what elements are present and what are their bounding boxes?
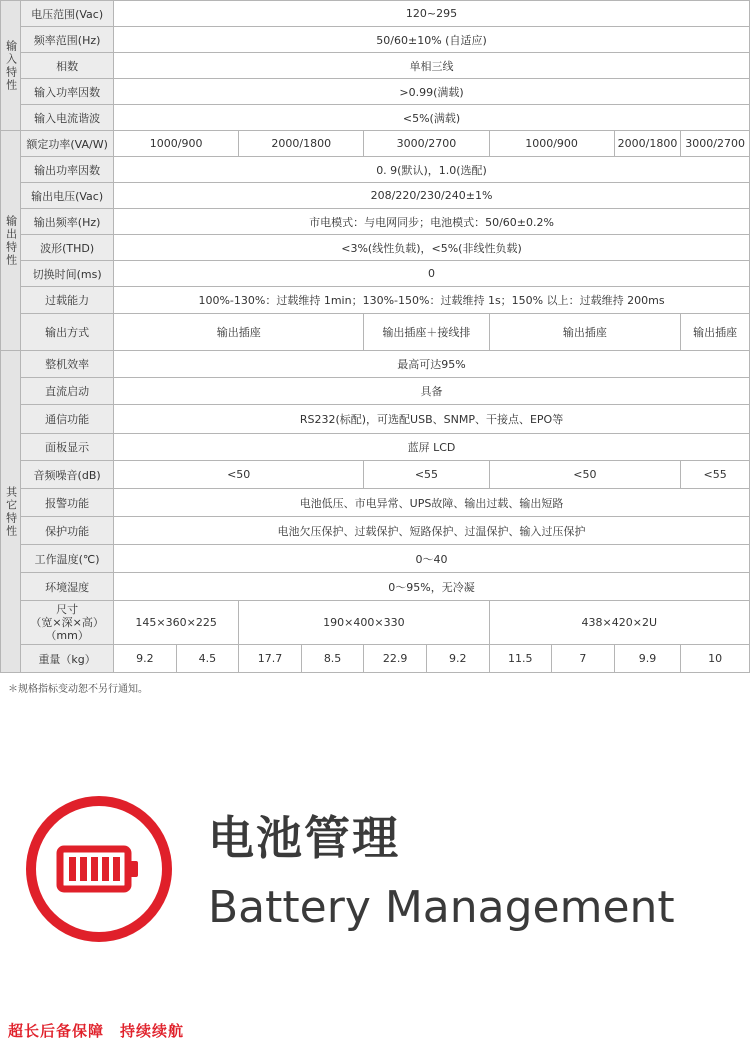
disclaimer-note: ＊规格指标变动恕不另行通知。 bbox=[8, 684, 148, 695]
cell-value: 208/220/230/240±1% bbox=[114, 183, 750, 209]
row-label: 过载能力 bbox=[21, 287, 114, 314]
row-label: 切换时间(ms) bbox=[21, 261, 114, 287]
cell-value: 9.2 bbox=[114, 645, 177, 673]
cell-value: 0～95%，无冷凝 bbox=[114, 573, 750, 601]
row-freq-range bbox=[1, 27, 750, 53]
section-title-en: Battery Management bbox=[208, 882, 675, 933]
row-label: 输入功率因数 bbox=[21, 79, 114, 105]
cell-value: 1000/900 bbox=[489, 131, 614, 157]
cell-value: 7 bbox=[552, 645, 615, 673]
row-output-mode bbox=[1, 314, 750, 351]
row-label: 重量（kg） bbox=[21, 645, 114, 673]
row-label: 音频噪音(dB) bbox=[21, 461, 114, 489]
row-label: 波形(THD) bbox=[21, 235, 114, 261]
cell-value: 3000/2700 bbox=[364, 131, 489, 157]
row-alarm bbox=[1, 489, 750, 517]
cell-value: 22.9 bbox=[364, 645, 427, 673]
row-rated-power bbox=[1, 131, 750, 157]
row-label: 输出方式 bbox=[21, 314, 114, 351]
row-label: 频率范围(Hz) bbox=[21, 27, 114, 53]
cell-value: 4.5 bbox=[176, 645, 239, 673]
row-dimensions bbox=[1, 601, 750, 645]
row-phase bbox=[1, 53, 750, 79]
cell-value: <55 bbox=[681, 461, 750, 489]
cell-value: 1000/900 bbox=[114, 131, 239, 157]
cell-value: 11.5 bbox=[489, 645, 552, 673]
row-efficiency bbox=[1, 351, 750, 378]
cell-value: 2000/1800 bbox=[239, 131, 364, 157]
row-label: 通信功能 bbox=[21, 405, 114, 434]
row-panel bbox=[1, 434, 750, 461]
cell-value: 2000/1800 bbox=[614, 131, 681, 157]
category-output: 输出特性 bbox=[1, 131, 21, 351]
row-output-freq bbox=[1, 209, 750, 235]
row-label: 环境湿度 bbox=[21, 573, 114, 601]
row-label: 直流启动 bbox=[21, 378, 114, 405]
row-output-pf bbox=[1, 157, 750, 183]
row-voltage-range bbox=[1, 1, 750, 27]
row-op-temp bbox=[1, 545, 750, 573]
category-input: 输入特性 bbox=[1, 1, 21, 131]
cell-value: 438×420×2U bbox=[489, 601, 749, 645]
row-noise bbox=[1, 461, 750, 489]
cell-value: 0. 9(默认)，1.0(选配) bbox=[114, 157, 750, 183]
row-label: 保护功能 bbox=[21, 517, 114, 545]
cell-value: 145×360×225 bbox=[114, 601, 239, 645]
row-comm bbox=[1, 405, 750, 434]
row-label: 工作温度(℃) bbox=[21, 545, 114, 573]
cell-value: 单相三线 bbox=[114, 53, 750, 79]
cell-value: 0～40 bbox=[114, 545, 750, 573]
cell-value: 100%-130%：过载维持 1min；130%-150%：过载维持 1s；150% 以上：过载维持 200ms bbox=[114, 287, 750, 314]
cell-value: <50 bbox=[114, 461, 364, 489]
row-label: 整机效率 bbox=[21, 351, 114, 378]
row-label: 电压范围(Vac) bbox=[21, 1, 114, 27]
cell-value: 最高可达95% bbox=[114, 351, 750, 378]
cell-value: <50 bbox=[489, 461, 681, 489]
battery-logo-icon bbox=[24, 794, 174, 944]
row-overload bbox=[1, 287, 750, 314]
cell-value: 具备 bbox=[114, 378, 750, 405]
row-output-voltage bbox=[1, 183, 750, 209]
cell-value: 输出插座 bbox=[114, 314, 364, 351]
row-label: 额定功率(VA/W) bbox=[21, 131, 114, 157]
row-weight bbox=[1, 645, 750, 673]
cell-value: 市电模式：与电网同步；电池模式：50/60±0.2% bbox=[114, 209, 750, 235]
cell-value: 输出插座＋接线排 bbox=[364, 314, 489, 351]
section-slogan: 超长后备保障 持续续航 bbox=[8, 1022, 185, 1040]
row-label: 输出功率因数 bbox=[21, 157, 114, 183]
row-waveform bbox=[1, 235, 750, 261]
row-label: 报警功能 bbox=[21, 489, 114, 517]
row-protection bbox=[1, 517, 750, 545]
cell-value: 9.9 bbox=[614, 645, 681, 673]
cell-value: <5%(满载) bbox=[114, 105, 750, 131]
section-title-cn: 电池管理 bbox=[208, 811, 400, 865]
row-label: 相数 bbox=[21, 53, 114, 79]
row-transfer-time bbox=[1, 261, 750, 287]
row-label: 输入电流谐波 bbox=[21, 105, 114, 131]
cell-value: 8.5 bbox=[301, 645, 364, 673]
cell-value: 17.7 bbox=[239, 645, 302, 673]
cell-value: 10 bbox=[681, 645, 750, 673]
cell-value: 输出插座 bbox=[489, 314, 681, 351]
cell-value: 9.2 bbox=[426, 645, 489, 673]
cell-value: 蓝屏 LCD bbox=[114, 434, 750, 461]
cell-value: RS232(标配)，可选配USB、SNMP、干接点、EPO等 bbox=[114, 405, 750, 434]
row-humidity bbox=[1, 573, 750, 601]
row-input-thd bbox=[1, 105, 750, 131]
cell-value: <55 bbox=[364, 461, 489, 489]
cell-value: >0.99(满载) bbox=[114, 79, 750, 105]
cell-value: 输出插座 bbox=[681, 314, 750, 351]
row-label: 面板显示 bbox=[21, 434, 114, 461]
cell-value: 电池欠压保护、过载保护、短路保护、过温保护、输入过压保护 bbox=[114, 517, 750, 545]
cell-value: 电池低压、市电异常、UPS故障、输出过载、输出短路 bbox=[114, 489, 750, 517]
cell-value: 120~295 bbox=[114, 1, 750, 27]
cell-value: 50/60±10% (自适应) bbox=[114, 27, 750, 53]
cell-value: 3000/2700 bbox=[681, 131, 750, 157]
row-label: 输出频率(Hz) bbox=[21, 209, 114, 235]
cell-value: 0 bbox=[114, 261, 750, 287]
cell-value: <3%(线性负载)，<5%(非线性负载) bbox=[114, 235, 750, 261]
row-input-pf bbox=[1, 79, 750, 105]
category-other: 其它特性 bbox=[1, 351, 21, 673]
row-label: 输出电压(Vac) bbox=[21, 183, 114, 209]
row-label: 尺寸 （宽×深×高） （mm） bbox=[21, 601, 114, 645]
row-dc-start bbox=[1, 378, 750, 405]
cell-value: 190×400×330 bbox=[239, 601, 489, 645]
